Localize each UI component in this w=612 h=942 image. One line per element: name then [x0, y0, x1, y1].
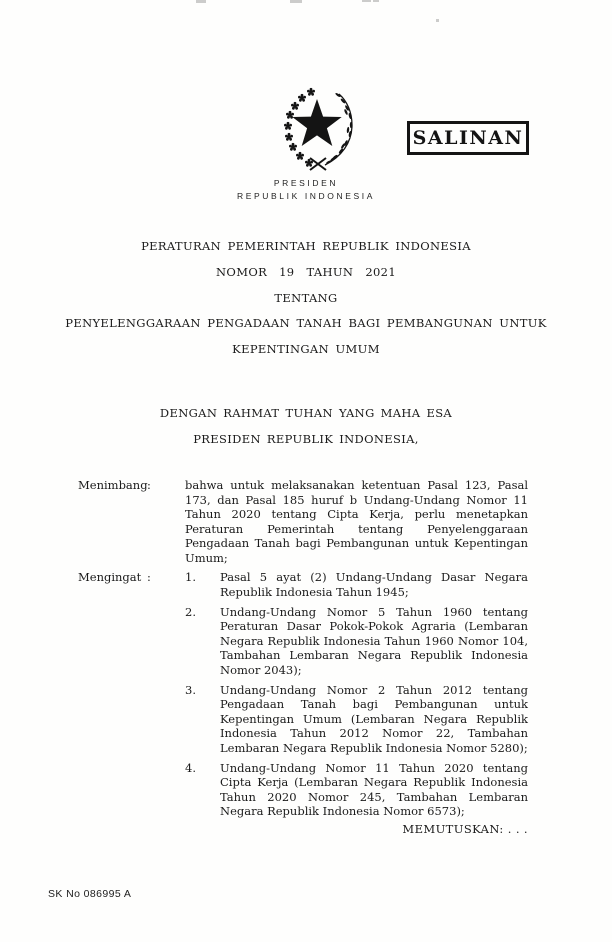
salinan-stamp	[407, 121, 529, 155]
scan-artifact	[436, 19, 439, 22]
list-item-number: 3.	[185, 682, 196, 697]
regulation-tentang-line: TENTANG	[274, 290, 338, 305]
list-item-text: Pasal 5 ayat (2) Undang-Undang Dasar Negara Republik Indonesia Tahun 1945;	[220, 570, 528, 599]
salinan-stamp-label: SALINAN	[412, 127, 524, 149]
considering-label: Menimbang	[78, 478, 148, 492]
remembering-label: Mengingat	[78, 570, 142, 584]
considering-text: bahwa untuk melaksanakan ketentuan Pasal 123, Pasal 173, dan Pasal 185 huruf b Undang-Undang Nomor 11 Tahun 2020 tentang Cipta Kerja, perlu menetapkan Peraturan Pemerintah tentang Penyelenggaraan Pengadaan Tanah bagi Pembangunan untuk Kepentingan Umum;	[185, 478, 528, 565]
sk-number: SK No 086995 A	[48, 888, 132, 900]
considering-section	[78, 478, 528, 565]
presidential-seal	[273, 85, 363, 175]
considering-colon: :	[147, 478, 151, 492]
list-item-number: 2.	[185, 604, 196, 619]
remembering-items	[185, 570, 528, 819]
preamble-presiden-line: PRESIDEN REPUBLIK INDONESIA,	[193, 432, 419, 446]
list-item	[185, 605, 528, 678]
list-item	[185, 683, 528, 756]
remembering-colon: :	[147, 570, 151, 584]
scan-artifact	[373, 0, 379, 2]
regulation-number-line: NOMOR 19 TAHUN 2021	[216, 264, 396, 279]
letterhead-republik-indonesia: REPUBLIK INDONESIA	[237, 190, 375, 201]
preamble-rahmat-line: DENGAN RAHMAT TUHAN YANG MAHA ESA	[159, 406, 453, 420]
memutuskan-line: MEMUTUSKAN: . . .	[402, 821, 528, 836]
letterhead	[0, 177, 612, 202]
list-item	[185, 761, 528, 819]
regulation-subject-line1: PENYELENGGARAAN PENGADAAN TANAH BAGI PEMBANGUNAN UNTUK	[65, 316, 547, 331]
regulation-title-block	[0, 234, 612, 363]
regulation-subject-line2: KEPENTINGAN UMUM	[232, 342, 380, 357]
scan-artifact	[290, 0, 302, 3]
regulation-title-line: PERATURAN PEMERINTAH REPUBLIK INDONESIA	[141, 239, 471, 253]
list-item-text: Undang-Undang Nomor 2 Tahun 2012 tentang Pengadaan Tanah bagi Pembangunan untuk Kepentingan Umum (Lembaran Negara Republik Indonesia Tahun 2012 Nomor 22, Tambahan Lembaran Negara Republik Indonesia Nomor 5280);	[220, 682, 528, 755]
scan-artifact	[196, 0, 206, 3]
legal-body	[78, 478, 528, 836]
list-item	[185, 570, 528, 599]
list-item-text: Undang-Undang Nomor 5 Tahun 1960 tentang Peraturan Dasar Pokok-Pokok Agraria (Lembaran Negara Republik Indonesia Tahun 1960 Nomor 104, Tambahan Lembaran Negara Republik Indonesia Nomor 2043);	[220, 604, 528, 677]
remembering-section	[78, 570, 528, 819]
preamble-block	[0, 400, 612, 452]
star-wreath-emblem-icon	[273, 85, 363, 175]
list-item-number: 1.	[185, 570, 196, 584]
list-item-number: 4.	[185, 760, 196, 775]
letterhead-presiden: PRESIDEN	[273, 178, 339, 188]
list-item-text: Undang-Undang Nomor 11 Tahun 2020 tentang Cipta Kerja (Lembaran Negara Republik Indonesia Tahun 2020 Nomor 245, Tambahan Lembaran Negara Republik Indonesia Nomor 6573);	[220, 760, 528, 818]
scan-artifact	[362, 0, 371, 2]
